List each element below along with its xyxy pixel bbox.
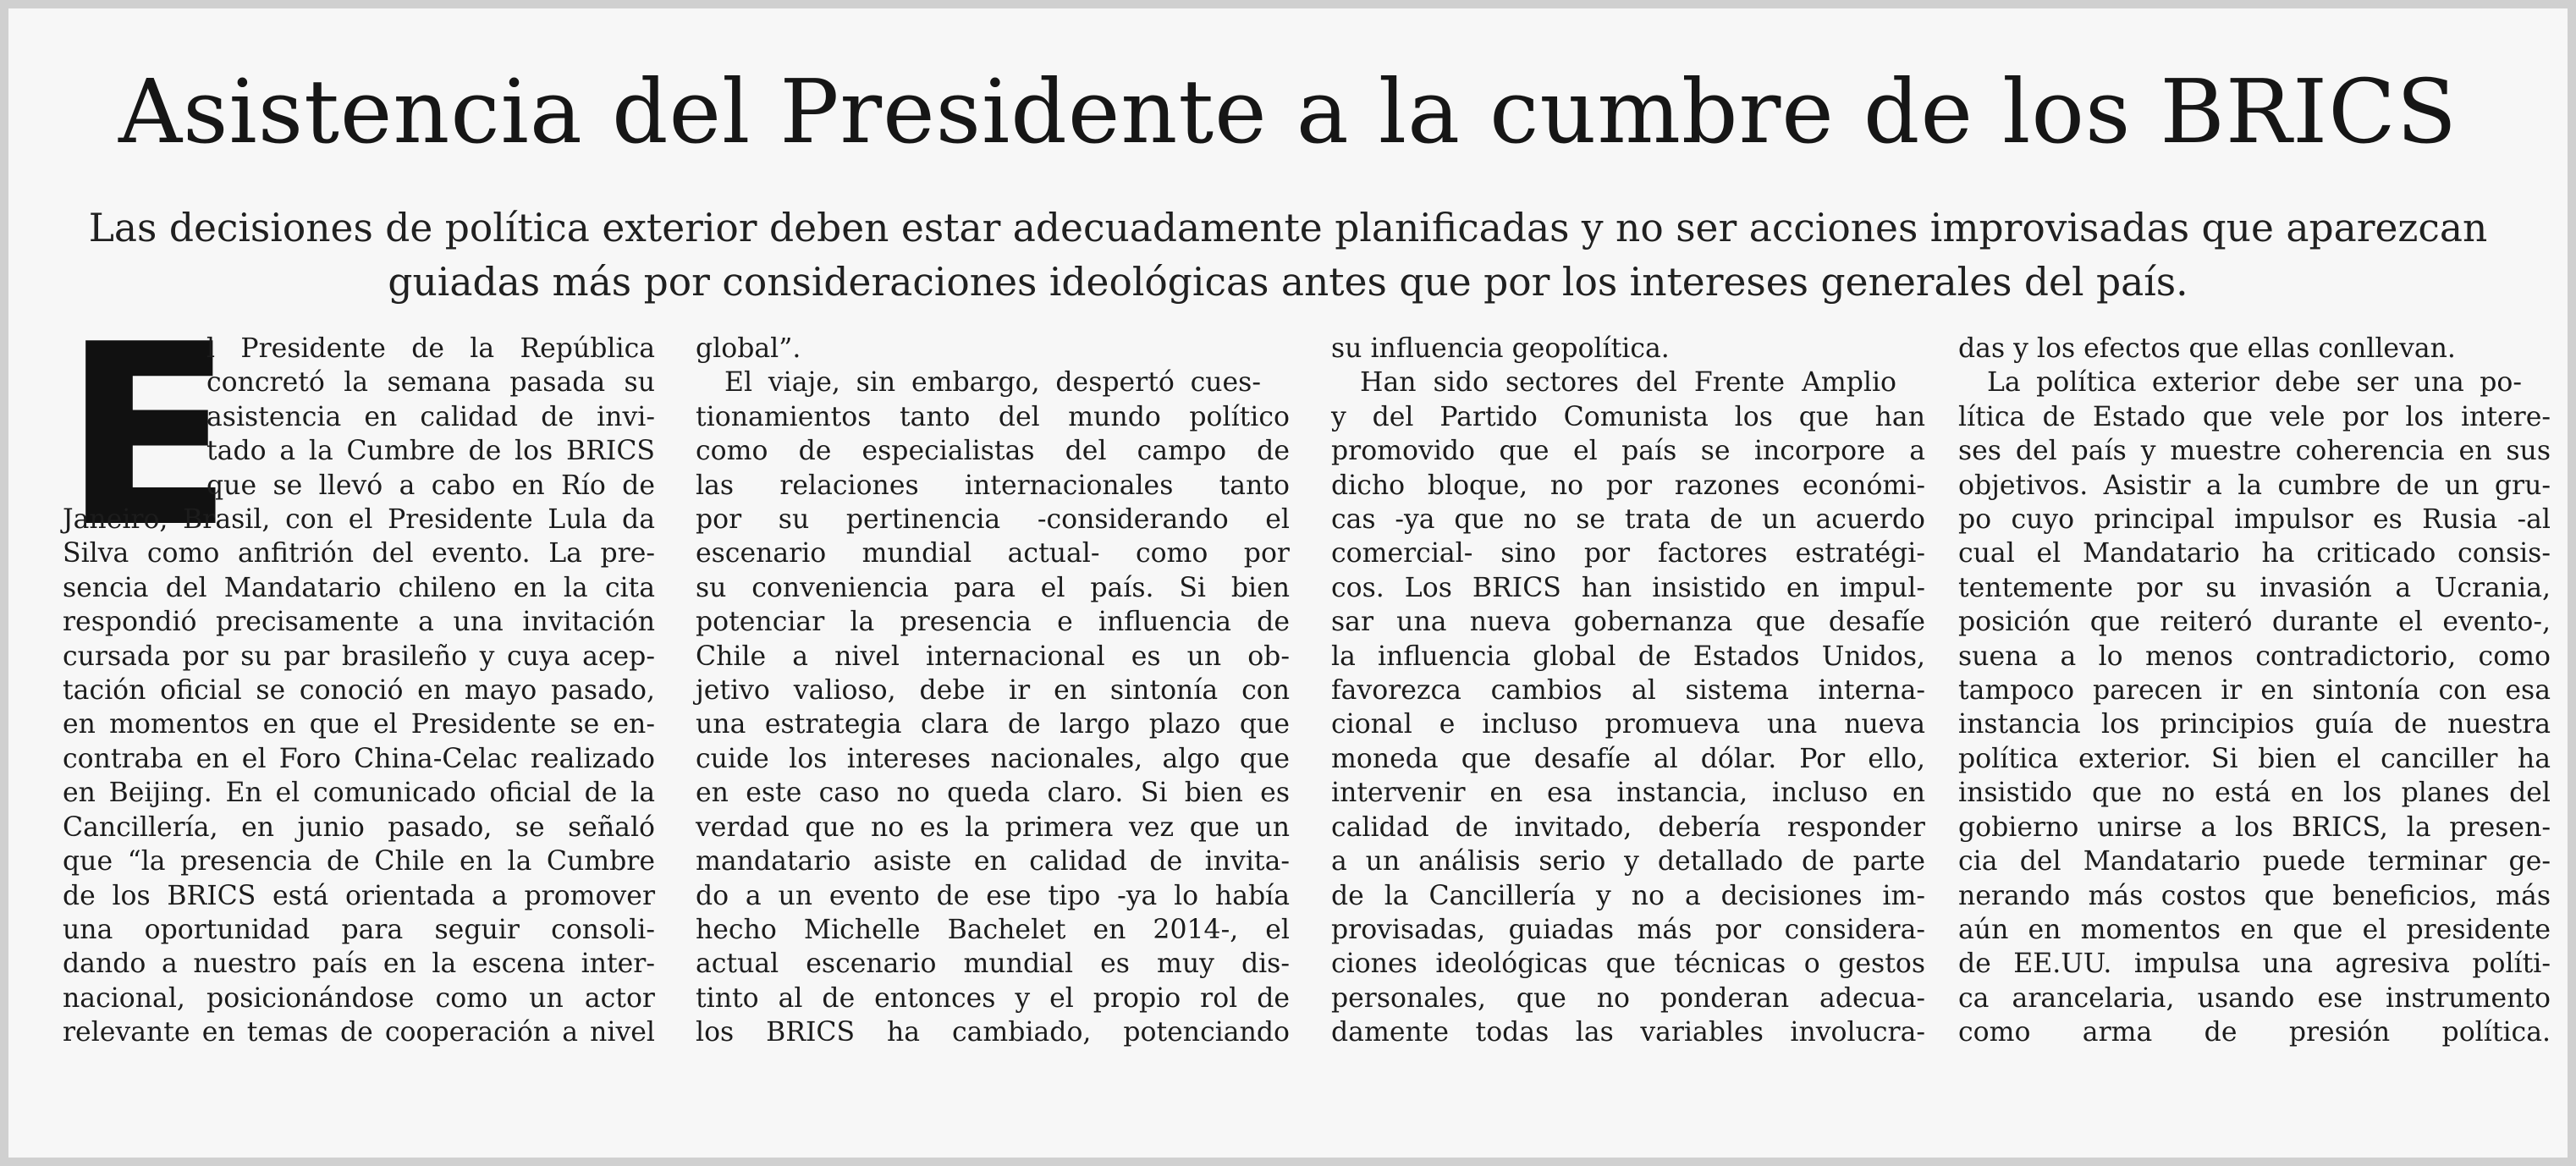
text-line: do a un evento de ese tipo -ya lo había — [696, 880, 1290, 911]
text-line: posición que reiteró durante el evento-, — [1958, 607, 2551, 638]
text-line: aún en momentos en que el presidente — [1958, 914, 2551, 945]
text-line: por su pertinencia -considerando el — [696, 504, 1290, 536]
subheadline-line: Las decisiones de política exterior deben estar adecuadamente planificadas y no ser acciones improvisadas que aparezcan — [88, 206, 2488, 250]
text-line: favorezca cambios al sistema interna- — [1331, 675, 1925, 707]
text-line: tado a la Cumbre de los BRICS — [206, 436, 655, 467]
text-line: insistido que no está en los planes del — [1958, 778, 2551, 809]
article-column-1 — [63, 290, 655, 1050]
text-line: a un análisis serio y detallado de parte — [1331, 846, 1925, 877]
text-line: nerando más costos que beneficios, más — [1958, 880, 2551, 911]
text-line: La política exterior debe ser una po- — [1987, 367, 2522, 399]
text-line: una estrategia clara de largo plazo que — [696, 709, 1290, 740]
text-line: Cancillería, en junio pasado, se señaló — [63, 811, 655, 843]
text-line: sar una nueva gobernanza que desafíe — [1331, 607, 1925, 638]
headline: Asistencia del Presidente a la cumbre de los BRICS — [118, 60, 2458, 163]
text-line: de la Cancillería y no a decisiones im- — [1331, 880, 1925, 911]
text-line: Janeiro, Brasil, con el Presidente Lula da — [63, 504, 655, 536]
text-line: asistencia en calidad de invi- — [206, 401, 655, 432]
text-line: das y los efectos que ellas conllevan. — [1958, 333, 2456, 364]
text-line: en este caso no queda claro. Si bien es — [696, 778, 1290, 809]
text-line: comercial- sino por factores estratégi- — [1331, 538, 1925, 569]
text-line: cuide los intereses nacionales, algo que — [696, 743, 1290, 774]
text-line: Chile a nivel internacional es un ob- — [696, 641, 1290, 672]
text-line: l Presidente de la República — [206, 333, 655, 364]
text-line: como arma de presión política. — [1958, 1017, 2551, 1048]
text-line: en momentos en que el Presidente se en- — [63, 709, 655, 740]
drop-cap: E — [63, 290, 234, 582]
text-line: objetivos. Asistir a la cumbre de un gru- — [1958, 470, 2551, 501]
text-line: tionamientos tanto del mundo político — [696, 401, 1290, 432]
text-line: hecho Michelle Bachelet en 2014-, el — [696, 914, 1290, 945]
subheadline-line: guiadas más por consideraciones ideológicas antes que por los intereses generales del país. — [388, 260, 2188, 305]
text-line: ca arancelaria, usando ese instrumento — [1958, 982, 2551, 1014]
article-column-4 — [1958, 332, 2551, 1050]
text-line: y del Partido Comunista los que han — [1331, 401, 1925, 432]
text-line: tampoco parecen ir en sintonía con esa — [1958, 675, 2551, 707]
text-line: jetivo valioso, debe ir en sintonía con — [696, 675, 1290, 707]
text-line: Silva como anfitrión del evento. La pre- — [63, 538, 655, 569]
article-column-2 — [696, 332, 1290, 1050]
text-line: que “la presencia de Chile en la Cumbre — [63, 846, 655, 877]
text-line: las relaciones internacionales tanto — [696, 470, 1290, 501]
text-line: moneda que desafíe al dólar. Por ello, — [1331, 743, 1925, 774]
text-line: como de especialistas del campo de — [696, 436, 1290, 467]
text-line: tinto al de entonces y el propio rol de — [696, 982, 1290, 1014]
text-line: damente todas las variables involucra- — [1331, 1017, 1925, 1048]
text-line: mandatario asiste en calidad de invita- — [696, 846, 1290, 877]
text-line: po cuyo principal impulsor es Rusia -al — [1958, 504, 2551, 536]
text-line: contraba en el Foro China-Celac realizado — [63, 743, 655, 774]
text-line: escenario mundial actual- como por — [696, 538, 1290, 569]
text-line: Han sido sectores del Frente Amplio — [1360, 367, 1896, 399]
text-line: cual el Mandatario ha criticado consis- — [1958, 538, 2551, 569]
text-line: potenciar la presencia e influencia de — [696, 607, 1290, 638]
text-line: los BRICS ha cambiado, potenciando — [696, 1017, 1290, 1048]
text-line: sencia del Mandatario chileno en la cita — [63, 572, 655, 603]
text-line: concretó la semana pasada su — [206, 367, 655, 399]
text-line: personales, que no ponderan adecua- — [1331, 982, 1925, 1014]
text-line: una oportunidad para seguir consoli- — [63, 914, 655, 945]
text-line: gobierno unirse a los BRICS, la presen- — [1958, 811, 2551, 843]
text-line: lítica de Estado que vele por los intere- — [1958, 401, 2551, 432]
text-line: tación oficial se conoció en mayo pasado, — [63, 675, 655, 707]
article-column-3 — [1331, 332, 1925, 1050]
text-line: la influencia global de Estados Unidos, — [1331, 641, 1925, 672]
text-line: provisadas, guiadas más por considera- — [1331, 914, 1925, 945]
text-line: instancia los principios guía de nuestra — [1958, 709, 2551, 740]
text-line: que se llevó a cabo en Río de — [206, 470, 655, 501]
text-line: nacional, posicionándose como un actor — [63, 982, 655, 1014]
text-line: política exterior. Si bien el canciller ha — [1958, 743, 2551, 774]
text-line: dando a nuestro país en la escena inter- — [63, 949, 655, 980]
text-line: relevante en temas de cooperación a nivel — [63, 1017, 655, 1048]
text-line: cos. Los BRICS han insistido en impul- — [1331, 572, 1925, 603]
text-line: calidad de invitado, debería responder — [1331, 811, 1925, 843]
text-line: actual escenario mundial es muy dis- — [696, 949, 1290, 980]
text-line: cas -ya que no se trata de un acuerdo — [1331, 504, 1925, 536]
text-line: de los BRICS está orientada a promover — [63, 880, 655, 911]
text-line: en Beijing. En el comunicado oficial de la — [63, 778, 655, 809]
text-line: su influencia geopolítica. — [1331, 333, 1670, 364]
text-line: su conveniencia para el país. Si bien — [696, 572, 1290, 603]
text-line: El viaje, sin embargo, despertó cues- — [724, 367, 1261, 399]
text-line: de EE.UU. impulsa una agresiva políti- — [1958, 949, 2551, 980]
text-line: respondió precisamente a una invitación — [63, 607, 655, 638]
text-line: intervenir en esa instancia, incluso en — [1331, 778, 1925, 809]
text-line: cursada por su par brasileño y cuya acep- — [63, 641, 655, 672]
text-line: dicho bloque, no por razones económi- — [1331, 470, 1925, 501]
text-line: promovido que el país se incorpore a — [1331, 436, 1925, 467]
text-line: ses del país y muestre coherencia en sus — [1958, 436, 2551, 467]
text-line: verdad que no es la primera vez que un — [696, 811, 1290, 843]
text-line: tentemente por su invasión a Ucrania, — [1958, 572, 2551, 603]
subheadline — [59, 201, 2517, 310]
text-line: global”. — [696, 333, 801, 364]
text-line: suena a lo menos contradictorio, como — [1958, 641, 2551, 672]
text-line: cia del Mandatario puede terminar ge- — [1958, 846, 2551, 877]
text-line: cional e incluso promueva una nueva — [1331, 709, 1925, 740]
text-line: ciones ideológicas que técnicas o gestos — [1331, 949, 1925, 980]
